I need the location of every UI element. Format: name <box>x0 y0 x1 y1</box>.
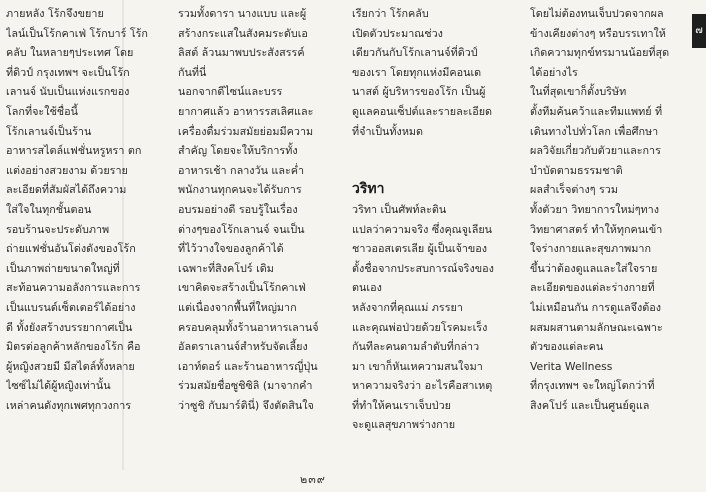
text-line: วิทยาศาสตร์ ทำให้ทุกคนเข้า <box>530 222 663 236</box>
text-line: ละเอียดของแต่ละร่างกายที่ <box>530 281 655 295</box>
text-line: หลังจากที่คุณแม่ ภรรยา <box>352 300 463 314</box>
text-line: ตนเอง <box>352 281 382 295</box>
text-line: เป็นแบรนด์เซ็ตเตอร์ได้อย่าง <box>6 300 136 314</box>
text-line: ชาวออสเตรเลีย ผู้เป็นเจ้าของ <box>352 242 488 256</box>
text-line: ไซซ์ไม่ได้ผู้หญิงเท่านั้น <box>6 379 111 393</box>
text-line: เขาคิดจะสร้างเป็นโร้กคาเฟ่ <box>178 281 306 295</box>
text-line: สะท้อนความอลังการและการ <box>6 281 141 295</box>
text-line: โดยไม่ต้องทนเจ็บปวดจากผล <box>530 7 664 20</box>
text-line: ไลน์เป็นโร้กคาเฟ่ โร้กบาร์ โร้ก <box>6 26 148 40</box>
text-line: รวมทั้งดารา นางแบบ และผู้ <box>178 7 307 20</box>
text-line: ตัวของแต่ละคน <box>530 340 604 354</box>
text-line: ผลวิจัยเกี่ยวกับตัวยาและการ <box>530 144 661 158</box>
text-line: แต่งอย่างสวยงาม ด้วยราย <box>6 163 128 177</box>
text-line: ว่าซูชิ กับมาร์ตินี่) จึงตัดสินใจ <box>178 398 314 412</box>
text-line: เฉพาะที่สิงคโปร์ เดิม <box>178 261 274 275</box>
text-line: ทั้งตัวยา วิทยาการใหม่ๆทาง <box>530 202 660 216</box>
text-line: แต่เนื่องจากพื้นที่ใหญ่มาก <box>178 300 297 314</box>
text-line: ผสมผสานตามลักษณะเฉพาะ <box>530 320 663 334</box>
text-column-3 <box>352 4 512 435</box>
text-line: สิงคโปร์ และเป็นศูนย์ดูแล <box>530 398 650 412</box>
text-line: ที่จำเป็นทั้งหมด <box>352 124 424 138</box>
text-line: คลับ ในหลายๆประเทศ โดย <box>6 46 134 60</box>
text-line: รอบร้านจะประดับภาพ <box>6 222 110 236</box>
text-column-1 <box>6 4 166 415</box>
text-line: เป็นภาพถ่ายขนาดใหญ่ที่ <box>6 261 120 275</box>
text-line: สำคัญ โดยจะให้บริการทั้ง <box>178 144 298 158</box>
text-line: อาหารสไตล์แฟชั่นหรูหรา ตก <box>6 144 142 158</box>
text-line: เดียวกันกับโร้กเลานจ์ที่ดิวป์ <box>352 46 478 60</box>
text-line: ถ่ายแฟชั่นอันโด่งดังของโร้ก <box>6 242 136 256</box>
chapter-tab: ๗ <box>692 14 706 48</box>
text-line: ต่างๆของโร้กเลานจ์ จนเป็น <box>178 222 305 236</box>
text-line: ผู้หญิงสวยมี มีสไตล์ทั้งหลาย <box>6 359 135 373</box>
text-line: ที่ดิวป์ กรุงเทพฯ จะเป็นโร้ก <box>6 65 130 79</box>
text-line: นอกจากดีไซน์และบรร <box>178 85 283 99</box>
text-line: ครอบคลุมทั้งร้านอาหารเลานจ์ <box>178 320 319 334</box>
text-line: บำบัดตามธรรมชาติ <box>530 163 623 177</box>
text-line: พนักงานทุกคนจะได้รับการ <box>178 183 302 197</box>
section-heading: วริทา <box>352 181 385 198</box>
text-line: ได้อย่างไร <box>530 65 578 79</box>
text-line: ของเรา โดยทุกแห่งมีคอนเด <box>352 65 482 79</box>
text-line: ตั้งทีมค้นคว้าและทีมแพทย์ ที่ <box>530 104 663 118</box>
text-column-2 <box>178 4 340 415</box>
text-line: ไม่เหมือนกัน การดูแลจึงต้อง <box>530 300 662 314</box>
text-line: ที่ทำให้คนเราเจ็บป่วย <box>352 398 451 412</box>
text-line: อัลตราเลานจ์สำหรับจัดเลี้ยง <box>178 340 308 354</box>
text-line: ตั้งชื่อจากประสบการณ์จริงของ <box>352 261 494 275</box>
text-line: แปลว่าความจริง ซึ่งคุณจูเลียน <box>352 222 493 236</box>
text-line: เหล่าคนดังทุกเพศทุกวงการ <box>6 398 132 412</box>
text-line: และคุณพ่อป่วยด้วยโรคมะเร็ง <box>352 320 488 334</box>
text-line: ร่วมสมัยชื่อซูชิซิลิ (มาจากคำ <box>178 379 313 393</box>
text-line: ใส่ใจในทุกชั้นตอน <box>6 202 92 216</box>
text-line: ผลสำเร็จต่างๆ รวม <box>530 183 618 197</box>
text-line: ภายหลัง โร้กจึงขยาย <box>6 7 104 20</box>
text-line: กันทีละคนตามลำดับที่กล่าว <box>352 340 480 354</box>
text-line: ข้างเคียงต่างๆ หรือบรรเทาให้ <box>530 26 666 40</box>
text-line <box>352 161 512 181</box>
text-line: หาความจริงว่า อะไรคือสาเหตุ <box>352 379 493 393</box>
text-line: จะดูแลสุขภาพร่างกาย <box>352 418 456 432</box>
text-line: กันที่นี่ <box>178 65 207 79</box>
text-line <box>352 141 512 161</box>
text-line: เรียกว่า โร้กคลับ <box>352 7 429 20</box>
text-line: ที่ไว้วางใจของลูกค้าได้ <box>178 242 284 256</box>
text-line: เดินทางไปทั่วโลก เพื่อศึกษา <box>530 124 659 138</box>
text-line: เลานจ์ นับเป็นแห่งแรกของ <box>6 85 130 99</box>
text-line: สร้างกระแสในสังคมระดับเอ <box>178 26 308 40</box>
text-line: ที่กรุงเทพฯ จะใหญ่โตกว่าที่ <box>530 379 655 393</box>
text-line: ยากาศแล้ว อาหารรสเลิศและ <box>178 104 314 118</box>
text-line: Verita Wellness <box>530 359 613 373</box>
text-line: ละเอียดที่สัมผัสได้ถึงความ <box>6 183 127 197</box>
text-line: เปิดตัวประมาณช่วง <box>352 26 443 40</box>
text-line: อาหารเช้า กลางวัน และค่ำ <box>178 163 305 177</box>
text-line: มิตรต่อลูกค้าหลักของโร้ก คือ <box>6 340 141 354</box>
text-line: ลิสต์ ล้วนมาพบประสังสรรค์ <box>178 46 305 60</box>
text-line: โร้กเลานจ์เป็นร้าน <box>6 124 92 138</box>
text-line: วริทา เป็นศัพท์ละติน <box>352 202 447 216</box>
text-column-4 <box>530 4 692 415</box>
text-line: ดูแลคอนเซ็ปต์และรายละเอียด <box>352 104 493 118</box>
text-line: ใจร่างกายและสุขภาพมาก <box>530 242 652 256</box>
text-line: โลกที่จะใช้ชื่อนี้ <box>6 104 78 118</box>
text-line: ในที่สุดเขาก็ตั้งบริษัท <box>530 85 627 99</box>
text-line: นาสต์ ผู้บริหารของโร้ก เป็นผู้ <box>352 85 486 99</box>
text-line: มา เขาก็หันเหความสนใจมา <box>352 359 483 373</box>
text-line: เครื่องดื่มร่วมสมัยย่อมมีความ <box>178 124 314 138</box>
text-line: ดี ทั้งยังสร้างบรรยากาศเป็น <box>6 320 133 334</box>
text-line: เอาท์ดอร์ และร้านอาหารญี่ปุ่น <box>178 359 318 373</box>
text-line: เกิดความทุกข์ทรมานน้อยที่สุด <box>530 46 670 60</box>
text-line: ขึ้นว่าต้องดูแลและใส่ใจราย <box>530 261 658 275</box>
page-number: ๒๓๙ <box>300 473 326 486</box>
text-line: อบรมอย่างดี รอบรู้ในเรื่อง <box>178 202 298 216</box>
